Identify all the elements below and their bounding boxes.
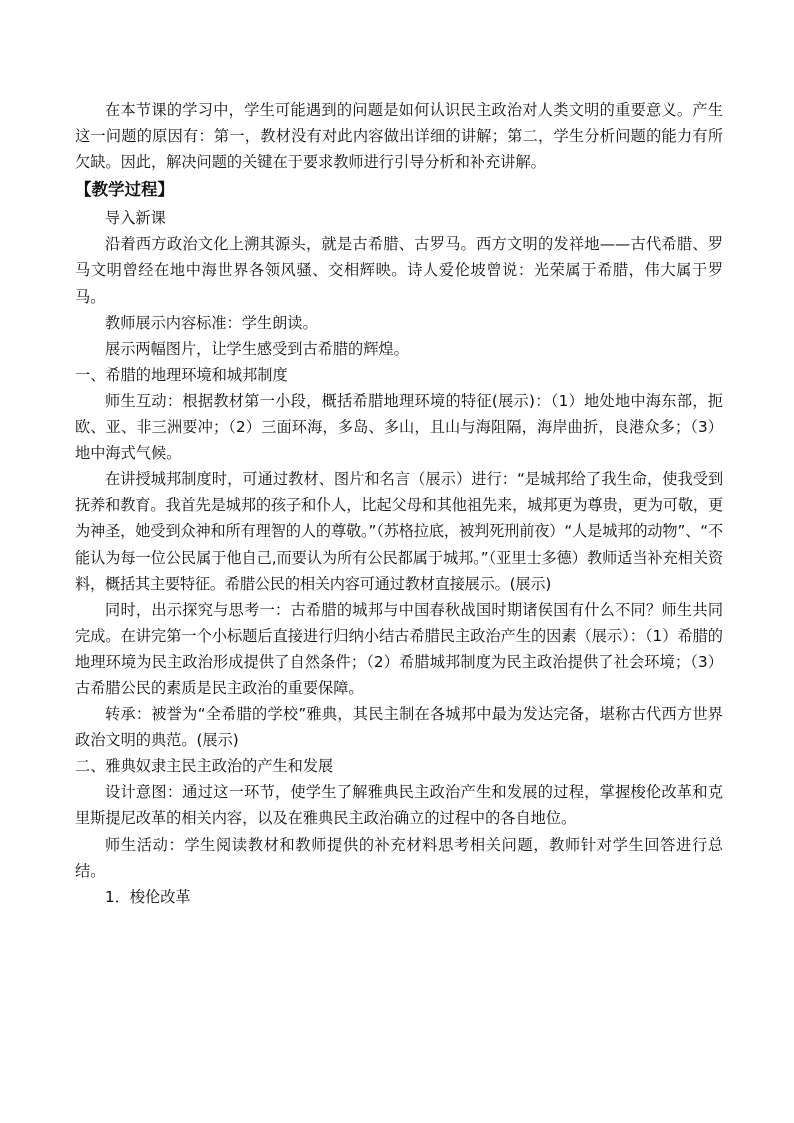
design-intent-paragraph: 设计意图：通过这一环节，使学生了解雅典民主政治产生和发展的过程，掌握梭伦改革和克里斯提尼改革的相关内容，以及在雅典民主政治确立的过程中的各自地位。 [75,783,723,828]
lead-in-label: 导入新课 [105,209,166,228]
part-two-heading: 二、雅典奴隶主民主政治的产生和发展 [75,757,334,776]
show-standard-paragraph: 教师展示内容标准：学生朗读。 [105,313,318,332]
section-heading-teaching-process: 【教学过程】 [75,180,174,200]
lead-in-paragraph: 沿着西方政治文化上溯其源头，就是古希腊、古罗马。西方文明的发祥地——古代希腊、罗马文明曾经在地中海世界各领风骚、交相辉映。诗人爱伦坡曾说：光荣属于希腊，伟大属于罗马。 [75,235,723,306]
activity-paragraph: 师生活动：学生阅读教材和教师提供的补充材料思考相关问题，教师针对学生回答进行总结。 [75,835,723,880]
city-state-paragraph: 在讲授城邦制度时，可通过教材、图片和名言（展示）进行：“是城邦给了我生命，使我受到抚养和教育。我首先是城邦的孩子和仆人，比起父母和其他祖先来，城邦更为尊贵，更为可敬，更为神圣，她受到众神和所有理智的人的尊敬。”（苏格拉底，被判死刑前夜）“人是城邦的动物”、“不能认为每一位公民属于他自己,而要认为所有公民都属于城邦。”（亚里士多德）教师适当补充相关资料，概括其主要特征。希腊公民的相关内容可通过教材直接展示。(展示) [75,470,723,593]
intro-paragraph: 在本节课的学习中，学生可能遇到的问题是如何认识民主政治对人类文明的重要意义。产生这一问题的原因有：第一，教材没有对此内容做出详细的讲解；第二，学生分析问题的能力有所欠缺。因此，解决问题的关键在于要求教师进行引导分析和补充讲解。 [75,101,723,172]
show-images-paragraph: 展示两幅图片，让学生感受到古希腊的辉煌。 [105,339,409,358]
item-solon-reform: 1．梭伦改革 [105,887,191,906]
interaction-paragraph: 师生互动：根据教材第一小段，概括希腊地理环境的特征(展示)：（1）地处地中海东部，扼欧、亚、非三洲要冲；（2）三面环海，多岛、多山，且山与海阻隔，海岸曲折，良港众多；（3）地中海式气候。 [75,391,723,463]
explore-paragraph: 同时，出示探究与思考一：古希腊的城邦与中国春秋战国时期诸侯国有什么不同？师生共同完成。在讲完第一个小标题后直接进行归纳小结古希腊民主政治产生的因素（展示）：（1）希腊的地理环境为民主政治形成提供了自然条件；（2）希腊城邦制度为民主政治提供了社会环境；（3）古希腊公民的素质是民主政治的重要保障。 [75,600,723,697]
part-one-heading: 一、希腊的地理环境和城邦制度 [75,365,288,384]
document-body [75,97,723,910]
transition-paragraph: 转承：被誉为“全希腊的学校”雅典，其民主制在各城邦中最为发达完备，堪称古代西方世界政治文明的典范。(展示) [75,705,723,750]
